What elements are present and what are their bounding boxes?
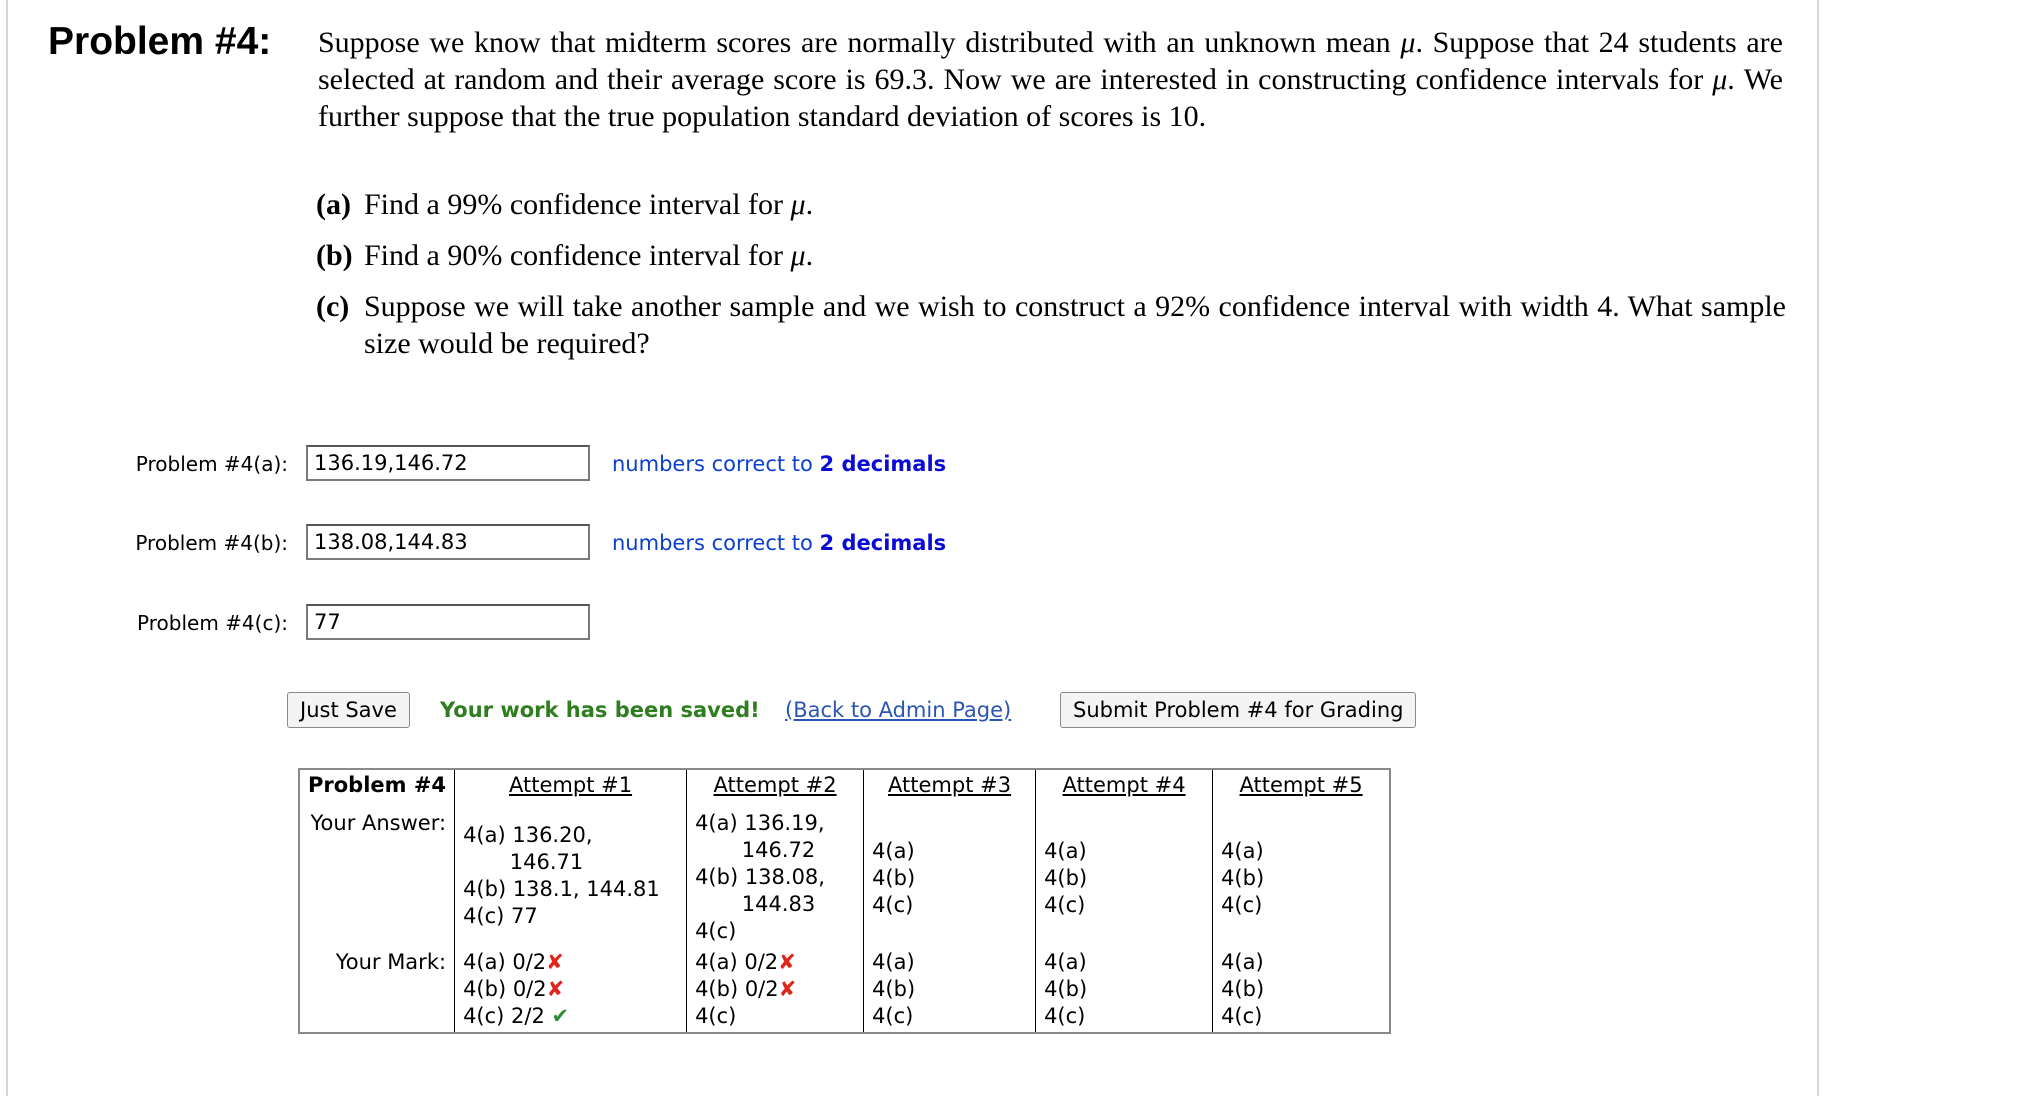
- problem-parts: [316, 186, 1786, 376]
- answer-input-c[interactable]: [306, 604, 590, 640]
- checkmark-icon: ✔: [551, 1004, 570, 1028]
- attempt-1-header[interactable]: Attempt #1: [455, 769, 687, 808]
- part-b: [316, 237, 1786, 274]
- problem-text-3: . We further suppose that the true population standard deviation of scores is 10.: [318, 63, 1783, 133]
- attempt-3-header[interactable]: Attempt #3: [864, 769, 1036, 808]
- answer-input-a[interactable]: [306, 445, 590, 481]
- mu-symbol: μ: [790, 188, 806, 221]
- cross-icon: ✘: [778, 977, 797, 1001]
- mu-symbol: μ: [1400, 26, 1416, 59]
- saved-message: Your work has been saved!: [440, 698, 760, 722]
- attempt-4-answer: 4(a) 4(b) 4(c): [1036, 808, 1213, 947]
- attempt-2-mark: 4(a) 0/2✘ 4(b) 0/2✘ 4(c): [687, 947, 864, 1033]
- submit-for-grading-button[interactable]: Submit Problem #4 for Grading: [1060, 692, 1416, 728]
- attempt-4-header[interactable]: Attempt #4: [1036, 769, 1213, 808]
- attempt-2-answer: 4(a) 136.19, 146.72 4(b) 138.08, 144.83 4(c): [687, 808, 864, 947]
- answer-label-a: Problem #4(a):: [135, 452, 288, 476]
- mu-symbol: μ: [1712, 63, 1728, 96]
- part-end: .: [805, 239, 814, 272]
- attempts-header-row: [299, 769, 1390, 808]
- part-c: [316, 288, 1786, 362]
- part-label: (c): [316, 290, 350, 323]
- attempts-table: [298, 768, 1391, 1034]
- hint-b: numbers correct to 2 decimals: [612, 531, 947, 555]
- problem-text: [318, 24, 1783, 135]
- your-mark-label: Your Mark:: [335, 950, 447, 974]
- part-label: (b): [316, 239, 353, 272]
- attempt-5-header[interactable]: Attempt #5: [1213, 769, 1391, 808]
- part-label: (a): [316, 188, 351, 221]
- attempt-3-answer: 4(a) 4(b) 4(c): [864, 808, 1036, 947]
- attempt-5-answer: 4(a) 4(b) 4(c): [1213, 808, 1391, 947]
- hint-a: numbers correct to 2 decimals: [612, 452, 947, 476]
- your-answer-label: Your Answer:: [310, 811, 447, 835]
- attempt-1-mark: 4(a) 0/2✘ 4(b) 0/2✘ 4(c) 2/2 ✔: [455, 947, 687, 1033]
- cross-icon: ✘: [546, 950, 564, 974]
- answer-label-b: Problem #4(b):: [135, 531, 288, 555]
- attempt-3-mark: 4(a) 4(b) 4(c): [864, 947, 1036, 1033]
- cross-icon: ✘: [778, 950, 796, 974]
- mu-symbol: μ: [790, 239, 806, 272]
- problem-title: Problem #4:: [48, 20, 272, 63]
- part-text: Suppose we will take another sample and we wish to construct a 92% confidence interval with width 4. What sample size would be required?: [364, 290, 1786, 360]
- answer-row: [299, 808, 1390, 947]
- attempt-1-answer: 4(a) 136.20, 146.71 4(b) 138.1, 144.81 4(c) 77: [455, 808, 687, 947]
- attempt-2-header[interactable]: Attempt #2: [687, 769, 864, 808]
- part-text: Find a 99% confidence interval for: [364, 188, 791, 221]
- problem-text-1: Suppose we know that midterm scores are normally distributed with an unknown mean: [318, 26, 1401, 59]
- attempt-5-mark: 4(a) 4(b) 4(c): [1213, 947, 1391, 1033]
- part-text: Find a 90% confidence interval for: [364, 239, 791, 272]
- problem-text-2: . Suppose that 24 students are selected at random and their average score is 69.3. Now we are interested in constructing confidence intervals for: [318, 26, 1783, 96]
- just-save-button[interactable]: Just Save: [287, 692, 410, 728]
- attempts-header-problem: Problem #4: [308, 773, 447, 797]
- answer-input-b[interactable]: [306, 524, 590, 560]
- mark-row: [299, 947, 1390, 1033]
- answer-label-c: Problem #4(c):: [137, 611, 288, 635]
- attempt-4-mark: 4(a) 4(b) 4(c): [1036, 947, 1213, 1033]
- part-end: .: [805, 188, 814, 221]
- cross-icon: ✘: [546, 977, 565, 1001]
- part-a: [316, 186, 1786, 223]
- back-to-admin-link[interactable]: (Back to Admin Page): [785, 698, 1012, 722]
